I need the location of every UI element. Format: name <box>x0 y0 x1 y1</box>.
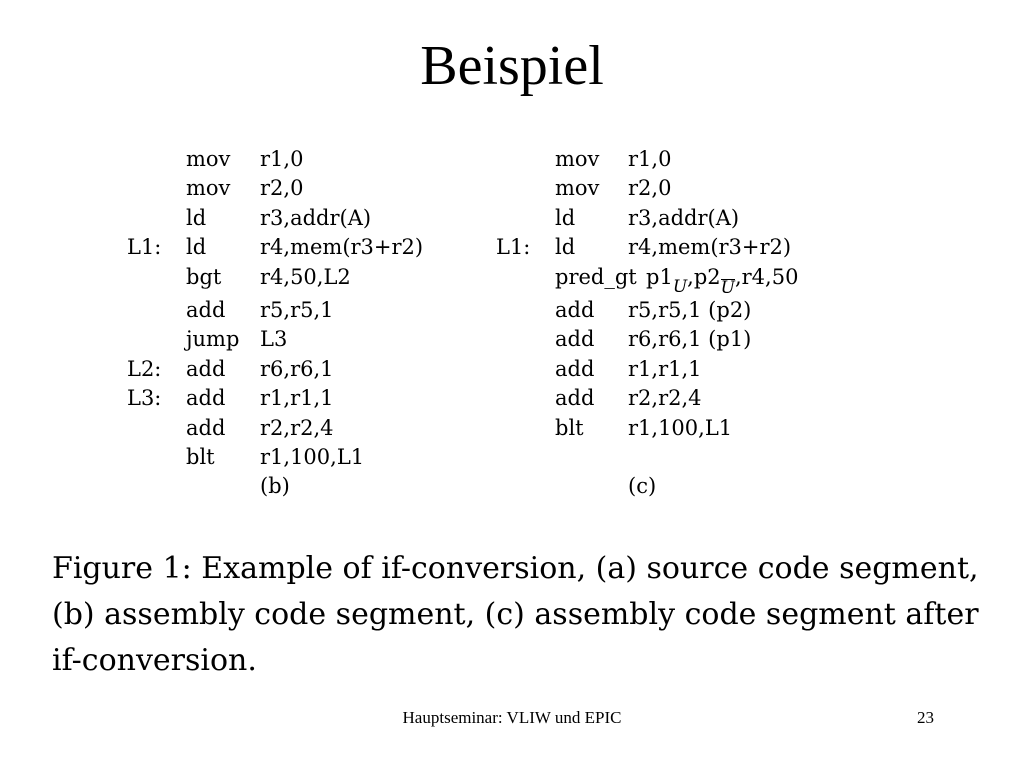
pred-p1: p1 <box>646 264 673 289</box>
code-args: r1,100,L1 <box>628 415 733 440</box>
code-args: L3 <box>260 327 288 352</box>
code-args: r4,mem(r3+r2) <box>260 235 424 260</box>
pred-p2: ,p2 <box>687 264 721 289</box>
code-args: r2,0 <box>260 176 304 201</box>
code-op: ld <box>555 235 576 260</box>
figure-label-b: (b) <box>260 474 290 499</box>
caption-line-2: (b) assembly code segment, (c) assembly code segment after <box>52 597 979 632</box>
code-label: L3: <box>127 386 162 411</box>
figure-label-c: (c) <box>628 474 657 499</box>
code-op: ld <box>186 235 207 260</box>
code-op: mov <box>186 147 231 171</box>
code-args: r5,r5,1 (p2) <box>628 297 752 322</box>
code-args: r5,r5,1 <box>260 297 334 322</box>
figure-caption <box>52 546 992 684</box>
pred-p1-subscript: U <box>672 276 688 297</box>
slide-number: 23 <box>917 708 934 727</box>
code-args: r1,0 <box>260 147 304 171</box>
code-op: add <box>186 386 226 411</box>
code-args: r1,0 <box>628 147 672 171</box>
code-op: add <box>186 356 226 381</box>
code-op: pred_gt <box>555 264 637 289</box>
caption-line-3: if-conversion. <box>52 643 257 678</box>
code-args <box>646 263 799 298</box>
slide-title: Beispiel <box>420 35 604 97</box>
code-op: add <box>186 297 226 322</box>
code-op: mov <box>555 176 600 201</box>
code-op: ld <box>186 205 207 230</box>
code-op: ld <box>555 205 576 230</box>
code-label: L2: <box>127 356 162 381</box>
code-args: r1,100,L1 <box>260 444 365 469</box>
code-args: r6,r6,1 (p1) <box>628 327 752 352</box>
code-args: r4,mem(r3+r2) <box>628 235 792 260</box>
pred-rest: ,r4,50 <box>734 264 799 289</box>
code-args: r3,addr(A) <box>260 205 372 230</box>
code-args: r4,50,L2 <box>260 264 351 289</box>
code-op: add <box>555 297 595 322</box>
code-op: add <box>555 327 595 352</box>
code-op: blt <box>555 415 584 440</box>
code-op: add <box>555 386 595 411</box>
code-args: r3,addr(A) <box>628 205 740 230</box>
code-args: r1,r1,1 <box>628 356 702 381</box>
code-label: L1: <box>496 235 531 260</box>
code-label: L1: <box>127 235 162 260</box>
code-args: r2,0 <box>628 176 672 201</box>
code-op: jump <box>186 327 240 352</box>
code-args: r6,r6,1 <box>260 356 334 381</box>
code-op: add <box>555 356 595 381</box>
code-args: r2,r2,4 <box>628 386 702 411</box>
code-op: add <box>186 415 226 440</box>
code-op: blt <box>186 444 215 469</box>
code-op: mov <box>186 176 231 201</box>
code-args: r1,r1,1 <box>260 386 334 411</box>
footer-text: Hauptseminar: VLIW und EPIC <box>402 708 622 727</box>
pred-p2-subscript: U <box>720 277 735 298</box>
code-op: bgt <box>186 264 222 289</box>
code-op: mov <box>555 147 600 171</box>
code-args: r2,r2,4 <box>260 415 334 440</box>
caption-line-1: Figure 1: Example of if-conversion, (a) source code segment, <box>52 551 979 586</box>
